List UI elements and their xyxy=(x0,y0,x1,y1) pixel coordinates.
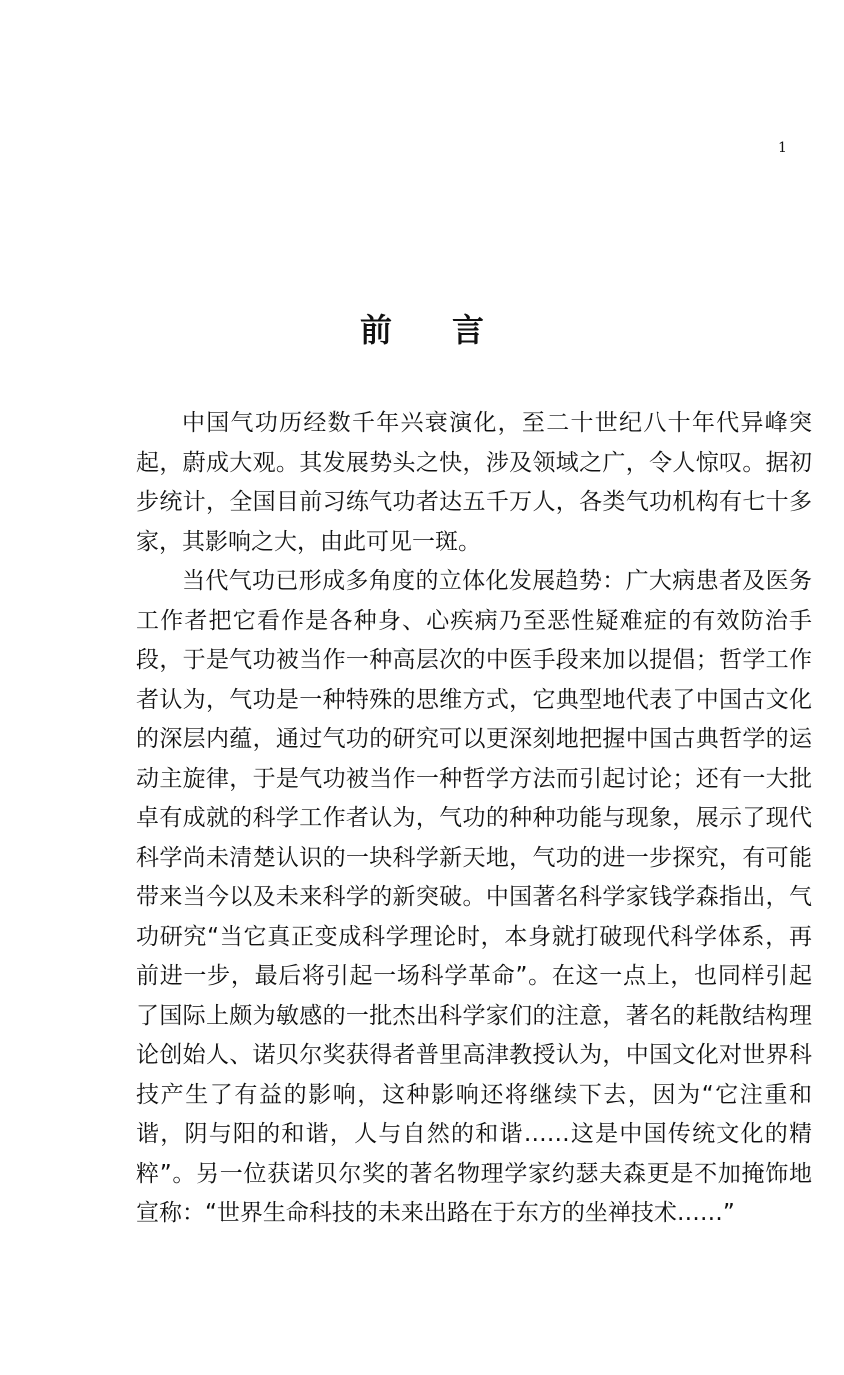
title-char-2: 言 xyxy=(452,311,485,349)
paragraph-1: 中国气功历经数千年兴衰演化，至二十世纪八十年代异峰突起，蔚成大观。其发展势头之快，涉及领域之广，令人惊叹。据初步统计，全国目前习练气功者达五千万人，各类气功机构有七十多家，其影响之大，由此可见一斑。 xyxy=(136,410,812,555)
chapter-title xyxy=(0,306,844,354)
page-number: 1 xyxy=(778,140,787,156)
title-char-1: 前 xyxy=(359,311,392,349)
preface-body xyxy=(136,404,812,1234)
paragraph-2: 当代气功已形成多角度的立体化发展趋势：广大病患者及医务工作者把它看作是各种身、心疾病乃至恶性疑难症的有效防治手段，于是气功被当作一种高层次的中医手段来加以提倡；哲学工作者认为，气功是一种特殊的思维方式，它典型地代表了中国古文化的深层内蕴，通过气功的研究可以更深刻地把握中国古典哲学的运动主旋律，于是气功被当作一种哲学方法而引起讨论；还有一大批卓有成就的科学工作者认为，气功的种种功能与现象，展示了现代科学尚未清楚认识的一块科学新天地，气功的进一步探究，有可能带来当今以及未来科学的新突破。中国著名科学家钱学森指出，气功研究“当它真正变成科学理论时，本身就打破现代科学体系，再前进一步，最后将引起一场科学革命”。在这一点上，也同样引起了国际上颇为敏感的一批杰出科学家们的注意，著名的耗散结构理论创始人、诺贝尔奖获得者普里高津教授认为，中国文化对世界科技产生了有益的影响，这种影响还将继续下去，因为“它注重和谐，阴与阳的和谐，人与自然的和谐……这是中国传统文化的精粹”。另一位获诺贝尔奖的著名物理学家约瑟夫森更是不加掩饰地宣称：“世界生命科技的未来出路在于东方的坐禅技术……” xyxy=(136,568,812,1226)
